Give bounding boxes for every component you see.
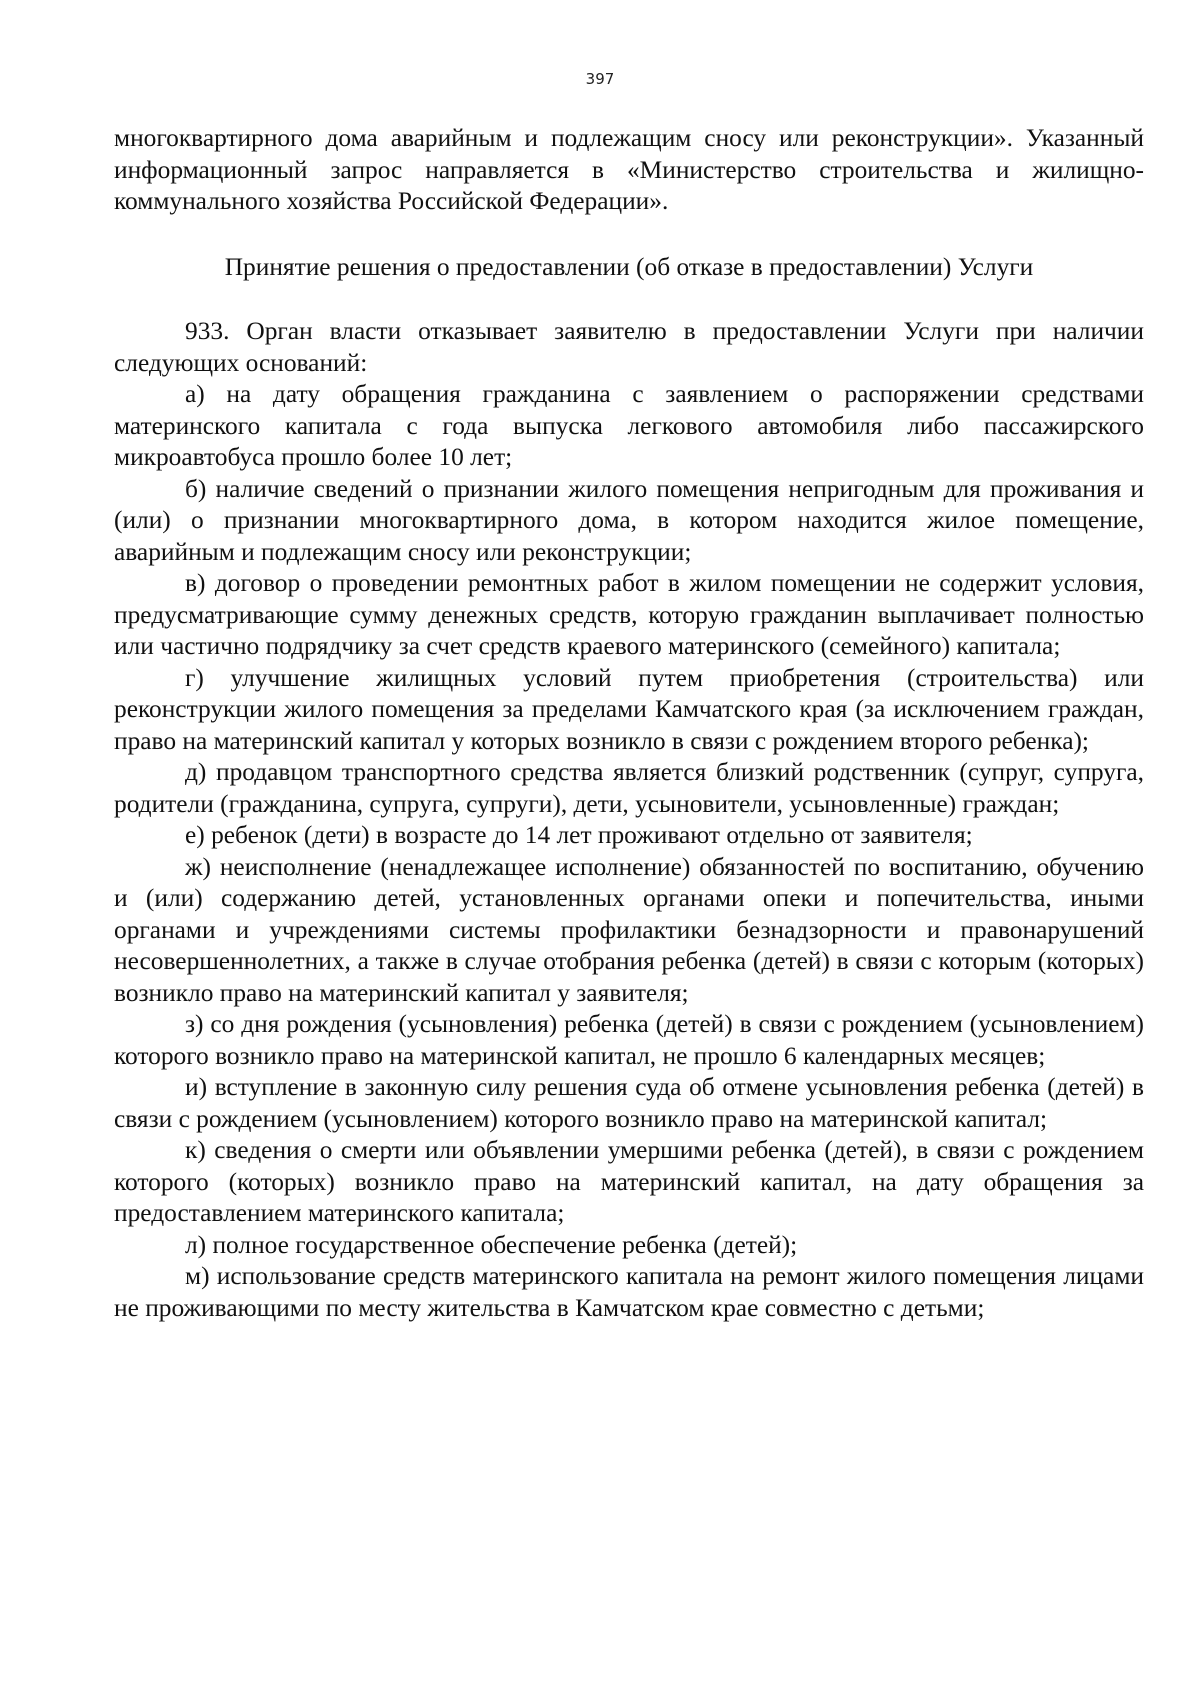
list-item-e: е) ребенок (дети) в возрасте до 14 лет проживают отдельно от заявителя; xyxy=(185,821,973,849)
list-item-d: д) продавцом транспортного средства является близкий родственник (супруг, супруга, родители (гражданина, супруга, супруги), дети, усыновители, усыновленные) граждан; xyxy=(114,758,1144,818)
intro-paragraph: многоквартирного дома аварийным и подлежащим сносу или реконструкции». Указанный информационный запрос направляется в «Министерство строительства и жилищно-коммунального хозяйства Российской Федерации». xyxy=(114,124,1144,215)
list-item-k: к) сведения о смерти или объявлении умершими ребенка (детей), в связи с рождением которого (которых) возникло право на материнский капитал, на дату обращения за предоставлением материнского капитала; xyxy=(114,1136,1144,1227)
list-item-zh: ж) неисполнение (ненадлежащее исполнение) обязанностей по воспитанию, обучению и (или) содержанию детей, установленных органами опеки и попечительства, иными органами и учреждениями системы профилактики безнадзорности и правонарушений несовершеннолетних, а также в случае отобрания ребенка (детей) в связи с которым (которых) возникло право на материнский капитал у заявителя; xyxy=(114,852,1144,1007)
document-body xyxy=(114,123,1144,1324)
list-item-m: м) использование средств материнского капитала на ремонт жилого помещения лицами не проживающими по месту жительства в Камчатском крае совместно с детьми; xyxy=(114,1262,1144,1322)
list-item-l: л) полное государственное обеспечение ребенка (детей); xyxy=(185,1230,798,1259)
list-item-b: б) наличие сведений о признании жилого помещения непригодным для проживания и (или) о признании многоквартирного дома, в котором находится жилое помещение, аварийным и подлежащим сносу или реконструкции; xyxy=(114,474,1144,566)
list-item-v: в) договор о проведении ремонтных работ в жилом помещении не содержит условия, предусматривающие сумму денежных средств, которую гражданин выплачивает полностью или частично подрядчику за счет средств краевого материнского (семейного) капитала; xyxy=(114,569,1144,660)
list-item-g: г) улучшение жилищных условий путем приобретения (строительства) или реконструкции жилого помещения за пределами Камчатского края (за исключением граждан, право на материнский капитал у которых возникло в связи с рождением второго ребенка); xyxy=(114,663,1144,755)
list-item-i: и) вступление в законную силу решения суда об отмене усыновления ребенка (детей) в связи с рождением (усыновлением) которого возникло право на материнской капитал; xyxy=(114,1073,1144,1133)
list-item-z: з) со дня рождения (усыновления) ребенка (детей) в связи с рождением (усыновлением) которого возникло право на материнской капитал, не прошло 6 календарных месяцев; xyxy=(114,1010,1144,1070)
section-heading: Принятие решения о предоставлении (об отказе в предоставлении) Услуги xyxy=(224,252,1034,281)
list-item-a: а) на дату обращения гражданина с заявлением о распоряжении средствами материнского капитала с года выпуска легкового автомобиля либо пассажирского микроавтобуса прошло более 10 лет; xyxy=(114,380,1144,471)
page-number: 397 xyxy=(585,70,615,88)
clause-933: 933. Орган власти отказывает заявителю в предоставлении Услуги при наличии следующих оснований: xyxy=(114,317,1144,377)
